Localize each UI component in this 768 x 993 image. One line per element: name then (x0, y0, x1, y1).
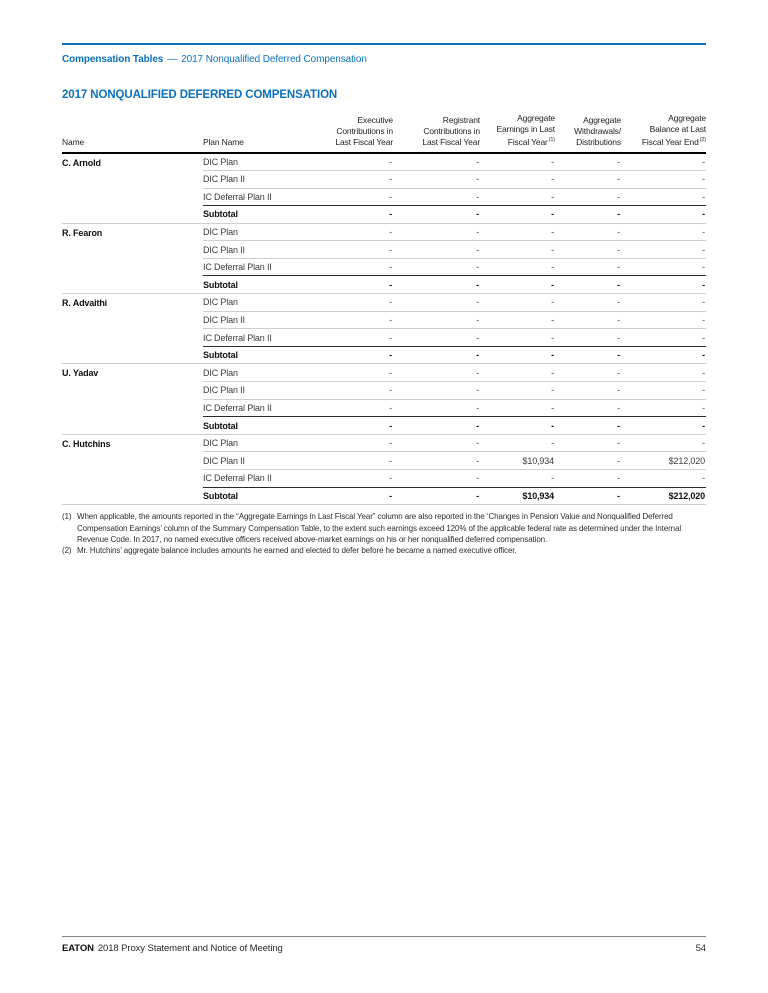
value-cell: - (313, 153, 393, 171)
value-cell: - (621, 470, 706, 488)
value-cell: - (393, 470, 480, 488)
value-cell: - (555, 294, 621, 312)
value-cell: - (480, 276, 555, 294)
value-cell: - (480, 258, 555, 276)
value-cell: - (621, 417, 706, 435)
value-cell: $10,934 (480, 452, 555, 470)
value-cell: - (480, 382, 555, 400)
column-header-5: Aggregate Withdrawals/ Distributions (555, 113, 621, 153)
executive-name: R. Advaithi (62, 294, 203, 364)
value-cell: - (555, 188, 621, 206)
value-cell: - (621, 276, 706, 294)
breadcrumb (62, 54, 706, 66)
plan-name: DIC Plan (203, 223, 313, 241)
value-cell: - (555, 346, 621, 364)
value-cell: - (621, 241, 706, 259)
value-cell: - (555, 382, 621, 400)
value-cell: - (621, 434, 706, 452)
value-cell: - (480, 241, 555, 259)
table-header-row (62, 113, 706, 153)
value-cell: - (393, 188, 480, 206)
value-cell: - (313, 276, 393, 294)
value-cell: - (313, 206, 393, 224)
footer-brand: EATON (62, 943, 94, 954)
page-footer (62, 936, 706, 954)
value-cell: - (621, 258, 706, 276)
value-cell: - (480, 206, 555, 224)
executive-name: C. Hutchins (62, 434, 203, 504)
value-cell: - (393, 382, 480, 400)
deferred-compensation-table (62, 113, 706, 505)
value-cell: - (393, 294, 480, 312)
value-cell: - (393, 311, 480, 329)
value-cell: - (480, 470, 555, 488)
executive-name: C. Arnold (62, 153, 203, 223)
value-cell: - (393, 276, 480, 294)
footnote-1-marker: (1) (62, 512, 72, 522)
value-cell: - (555, 329, 621, 347)
value-cell: - (393, 417, 480, 435)
plan-name: DIC Plan (203, 434, 313, 452)
column-header-6: Aggregate Balance at Last Fiscal Year End$^{(2)}$ (621, 113, 706, 153)
value-cell: - (393, 364, 480, 382)
value-cell: - (621, 294, 706, 312)
table-row-r-advaithi-0 (62, 294, 706, 312)
page-title: 2017 NONQUALIFIED DEFERRED COMPENSATION (62, 89, 338, 101)
executive-name: U. Yadav (62, 364, 203, 434)
value-cell: - (393, 258, 480, 276)
value-cell: - (555, 206, 621, 224)
value-cell: - (480, 294, 555, 312)
value-cell: - (393, 329, 480, 347)
value-cell: - (313, 364, 393, 382)
footnote-2-text: Mr. Hutchins’ aggregate balance includes amounts he earned and elected to defer before he became a named executive officer. (77, 546, 517, 556)
page-number: 54 (695, 943, 706, 954)
subtotal-label: Subtotal (203, 346, 313, 364)
value-cell: - (393, 241, 480, 259)
subtotal-label: Subtotal (203, 417, 313, 435)
breadcrumb-current-page: 2017 Nonqualified Deferred Compensation (181, 54, 367, 65)
value-cell: $10,934 (480, 487, 555, 505)
value-cell: - (480, 223, 555, 241)
table-row-r-fearon-0 (62, 223, 706, 241)
value-cell: - (480, 399, 555, 417)
breadcrumb-section: Compensation Tables (62, 54, 164, 65)
plan-name: DIC Plan II (203, 311, 313, 329)
value-cell: - (313, 294, 393, 312)
header-accent-rule (62, 43, 706, 45)
value-cell: - (555, 434, 621, 452)
plan-name: IC Deferral Plan II (203, 470, 313, 488)
table-body (62, 153, 706, 505)
value-cell: - (313, 382, 393, 400)
value-cell: - (621, 311, 706, 329)
table-row-u-yadav-0 (62, 364, 706, 382)
value-cell: - (555, 399, 621, 417)
value-cell: - (621, 153, 706, 171)
footnote-reference: (1) (548, 137, 555, 143)
value-cell: - (480, 364, 555, 382)
plan-name: IC Deferral Plan II (203, 399, 313, 417)
value-cell: - (555, 153, 621, 171)
value-cell: - (393, 170, 480, 188)
value-cell: - (393, 452, 480, 470)
value-cell: - (313, 241, 393, 259)
value-cell: - (393, 206, 480, 224)
value-cell: - (621, 346, 706, 364)
table-row-c-hutchins-0 (62, 434, 706, 452)
value-cell: - (555, 364, 621, 382)
value-cell: - (480, 188, 555, 206)
value-cell: - (313, 311, 393, 329)
plan-name: DIC Plan (203, 364, 313, 382)
footer-row (62, 937, 706, 954)
plan-name: DIC Plan II (203, 452, 313, 470)
footer-document-title (62, 943, 283, 954)
footnote-1-text: When applicable, the amounts reported in the “Aggregate Earnings in Last Fiscal Year” column are also reported in the ‘Changes in Pension Value and Nonqualified Deferred Compensation Earnings’ column of the Summary Compensation Table, to the extent such earnings exceed 120% of the applicable federal rate as determined under the Internal Revenue Code. In 2017, no named executive officers received above-market earnings on his or her nonqualified deferred compensation. (77, 512, 682, 544)
value-cell: - (621, 170, 706, 188)
column-header-0: Name (62, 113, 203, 153)
column-header-4: Aggregate Earnings in Last Fiscal Year$^{(1)}$ (480, 113, 555, 153)
page-content (0, 43, 768, 556)
value-cell: - (621, 223, 706, 241)
value-cell: - (313, 346, 393, 364)
footer-title-text: 2018 Proxy Statement and Notice of Meeting (97, 943, 283, 954)
value-cell: - (555, 223, 621, 241)
value-cell: - (480, 434, 555, 452)
value-cell: - (480, 170, 555, 188)
plan-name: DIC Plan II (203, 382, 313, 400)
value-cell: - (393, 153, 480, 171)
value-cell: - (621, 382, 706, 400)
value-cell: - (555, 470, 621, 488)
value-cell: - (393, 434, 480, 452)
footnotes (62, 511, 706, 556)
value-cell: - (313, 188, 393, 206)
value-cell: - (555, 487, 621, 505)
value-cell: - (313, 329, 393, 347)
value-cell: - (480, 417, 555, 435)
value-cell: - (621, 364, 706, 382)
plan-name: IC Deferral Plan II (203, 329, 313, 347)
value-cell: - (555, 417, 621, 435)
executive-name: R. Fearon (62, 223, 203, 293)
value-cell: - (393, 346, 480, 364)
value-cell: - (555, 241, 621, 259)
subtotal-label: Subtotal (203, 206, 313, 224)
footnote-2-marker: (2) (62, 546, 72, 556)
value-cell: - (555, 258, 621, 276)
plan-name: IC Deferral Plan II (203, 188, 313, 206)
value-cell: - (555, 276, 621, 294)
value-cell: - (555, 311, 621, 329)
value-cell: - (393, 487, 480, 505)
value-cell: - (313, 487, 393, 505)
column-headers (62, 113, 706, 153)
value-cell: - (621, 188, 706, 206)
value-cell: $212,020 (621, 487, 706, 505)
value-cell: - (621, 206, 706, 224)
plan-name: DIC Plan (203, 153, 313, 171)
value-cell: - (480, 346, 555, 364)
value-cell: - (480, 311, 555, 329)
footnote-2 (62, 545, 706, 556)
footnote-1 (62, 511, 706, 545)
subtotal-label: Subtotal (203, 276, 313, 294)
value-cell: - (480, 153, 555, 171)
value-cell: - (313, 452, 393, 470)
value-cell: - (313, 417, 393, 435)
value-cell: - (393, 399, 480, 417)
plan-name: DIC Plan II (203, 170, 313, 188)
value-cell: - (313, 470, 393, 488)
column-header-2: Executive Contributions in Last Fiscal Year (313, 113, 393, 153)
plan-name: DIC Plan II (203, 241, 313, 259)
value-cell: - (555, 170, 621, 188)
value-cell: - (480, 329, 555, 347)
column-header-1: Plan Name (203, 113, 313, 153)
plan-name: DIC Plan (203, 294, 313, 312)
value-cell: - (621, 329, 706, 347)
value-cell: - (313, 399, 393, 417)
value-cell: - (621, 399, 706, 417)
value-cell: - (555, 452, 621, 470)
plan-name: IC Deferral Plan II (203, 258, 313, 276)
value-cell: - (313, 223, 393, 241)
table-row-c-arnold-0 (62, 153, 706, 171)
value-cell: $212,020 (621, 452, 706, 470)
subtotal-label: Subtotal (203, 487, 313, 505)
value-cell: - (313, 170, 393, 188)
value-cell: - (393, 223, 480, 241)
column-header-3: Registrant Contributions in Last Fiscal Year (393, 113, 480, 153)
value-cell: - (313, 258, 393, 276)
footnote-reference: (2) (699, 137, 706, 143)
value-cell: - (313, 434, 393, 452)
breadcrumb-separator: — (167, 54, 178, 65)
